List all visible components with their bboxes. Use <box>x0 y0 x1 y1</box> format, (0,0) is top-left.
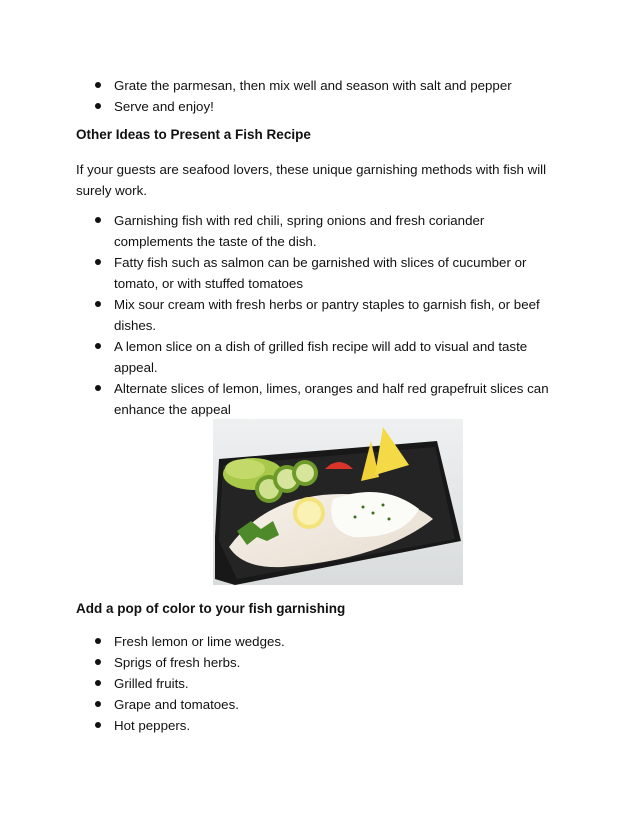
garnish-ideas-list <box>76 210 556 420</box>
bullet-icon <box>95 638 101 644</box>
list-item-text: A lemon slice on a dish of grilled fish recipe will add to visual and taste appeal. <box>114 339 528 375</box>
list-item-text: Alternate slices of lemon, limes, oranges and half red grapefruit slices can enhance the appeal <box>114 381 549 417</box>
list-item <box>76 252 556 294</box>
list-item <box>76 652 556 673</box>
list-item <box>76 294 556 336</box>
bullet-icon <box>95 343 101 349</box>
ingredient-steps-list <box>76 75 556 117</box>
list-item-text: Fatty fish such as salmon can be garnished with slices of cucumber or tomato, or with stuffed tomatoes <box>114 255 527 291</box>
list-item-text: Grilled fruits. <box>114 676 189 691</box>
list-item <box>76 715 556 736</box>
list-item <box>76 336 556 378</box>
list-item <box>76 673 556 694</box>
list-item <box>76 75 556 96</box>
bullet-icon <box>95 722 101 728</box>
bullet-icon <box>95 301 101 307</box>
list-item-text: Mix sour cream with fresh herbs or pantry staples to garnish fish, or beef dishes. <box>114 297 540 333</box>
list-item <box>76 96 556 117</box>
list-item-text: Sprigs of fresh herbs. <box>114 655 241 670</box>
list-item-text: Grape and tomatoes. <box>114 697 239 712</box>
list-item-text: Serve and enjoy! <box>114 99 214 114</box>
bullet-icon <box>95 103 101 109</box>
bullet-icon <box>95 259 101 265</box>
bullet-icon <box>95 385 101 391</box>
list-item <box>76 378 556 420</box>
list-item <box>76 631 556 652</box>
bullet-icon <box>95 680 101 686</box>
list-item <box>76 210 556 252</box>
section-heading: Other Ideas to Present a Fish Recipe <box>76 127 311 142</box>
bullet-icon <box>95 659 101 665</box>
section-heading: Add a pop of color to your fish garnishing <box>76 601 346 616</box>
color-garnish-list <box>76 631 556 736</box>
list-item-text: Hot peppers. <box>114 718 191 733</box>
list-item-text: Fresh lemon or lime wedges. <box>114 634 285 649</box>
section-paragraph: If your guests are seafood lovers, these unique garnishing methods with fish will surely work. <box>76 162 547 198</box>
bullet-icon <box>95 701 101 707</box>
list-item-text: Garnishing fish with red chili, spring onions and fresh coriander complements the taste of the dish. <box>114 213 485 249</box>
list-item <box>76 694 556 715</box>
list-item-text: Grate the parmesan, then mix well and season with salt and pepper <box>114 78 512 93</box>
fish-dish-photo <box>213 419 463 585</box>
bullet-icon <box>95 217 101 223</box>
bullet-icon <box>95 82 101 88</box>
